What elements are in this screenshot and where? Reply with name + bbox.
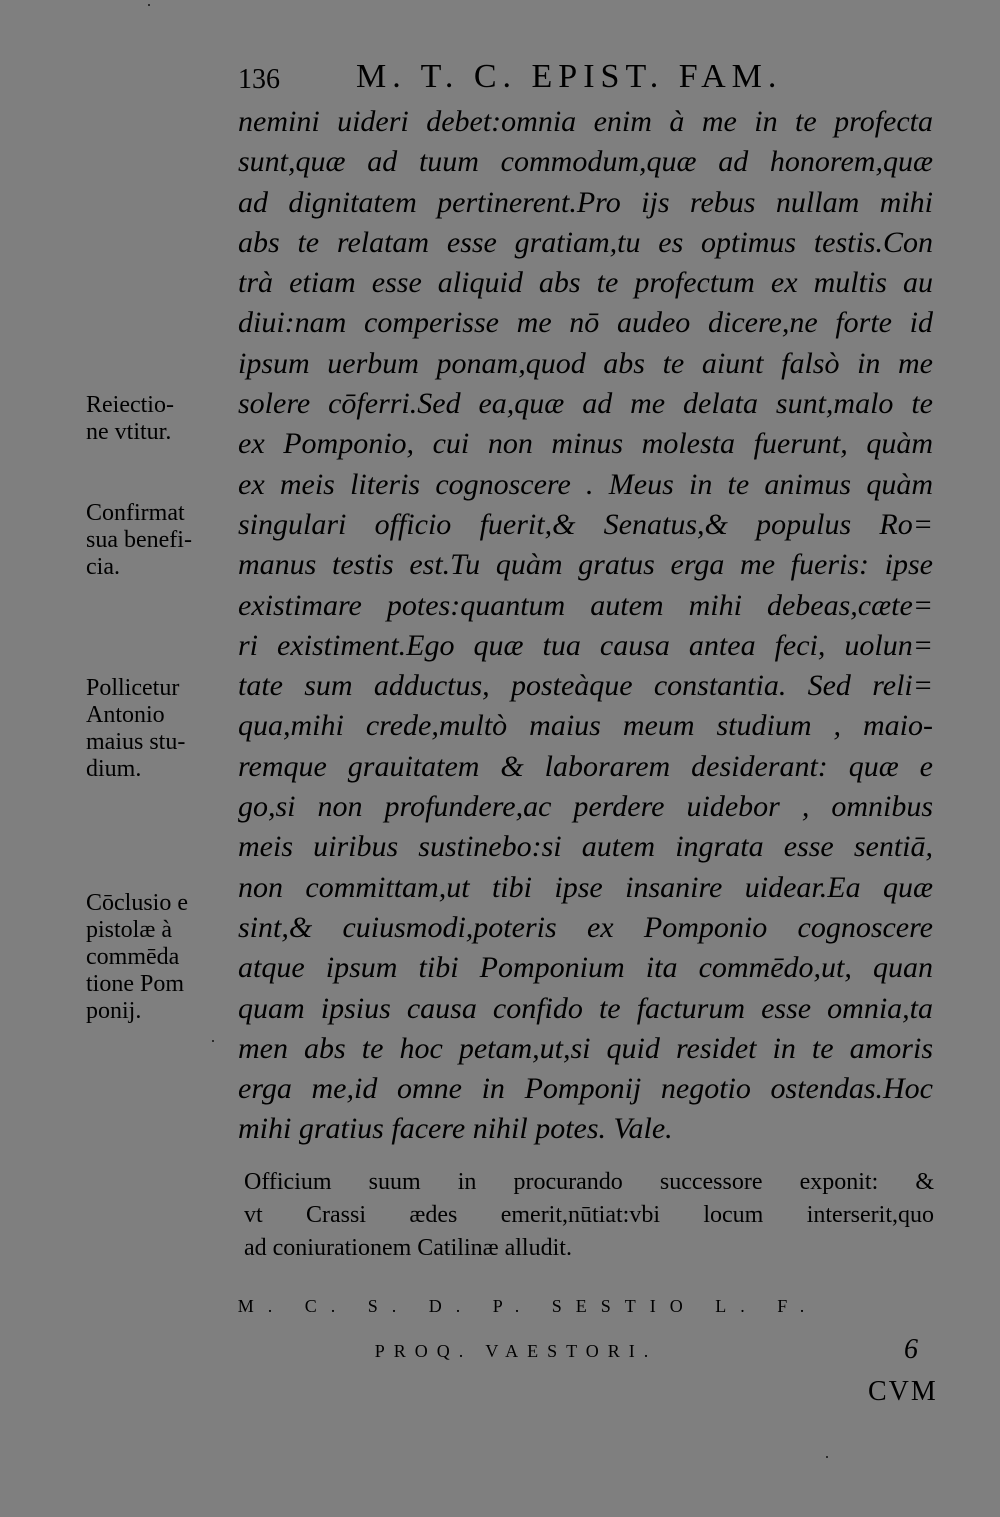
running-title: M. T. C. EPIST. FAM. xyxy=(356,58,783,95)
text-line: ex Pomponio, cui non minus molesta fuerunt, quàm xyxy=(238,427,933,461)
catchword: CVM xyxy=(868,1376,938,1407)
text-line: ri existiment.Ego quæ tua causa antea feci, uolun= xyxy=(238,628,933,662)
letter-body xyxy=(238,102,933,1150)
text-line: remque grauitatem & laborarem desiderant: quæ e xyxy=(238,749,933,783)
signature-mark: 6 xyxy=(904,1334,918,1365)
text-line: ad dignitatem pertinerent.Pro ijs rebus nullam mihi xyxy=(238,185,933,219)
text-line: meis uiribus sustinebo:si autem ingrata esse sentiā, xyxy=(238,830,933,864)
text-line: ex meis literis cognoscere . Meus in te animus quàm xyxy=(238,467,933,501)
page-number: 136 xyxy=(238,64,280,95)
text-line: qua,mihi crede,multò maius meum studium , maio- xyxy=(238,709,933,743)
text-line: abs te relatam esse gratiam,tu es optimus testis.Con xyxy=(238,225,933,259)
margin-note-line: Pollicetur xyxy=(86,675,180,701)
text-line: men abs te hoc petam,ut,si quid residet in te amoris xyxy=(238,1031,933,1065)
margin-note-line: sua benefi- xyxy=(86,527,192,553)
print-speck xyxy=(826,1456,828,1458)
text-line: existimare potes:quantum autem mihi debeas,cæte= xyxy=(238,588,933,622)
print-speck xyxy=(148,4,150,6)
margin-note-reiectione xyxy=(86,392,236,446)
text-line: sint,& cuiusmodi,poteris ex Pomponio cognoscere xyxy=(238,910,933,944)
text-line: erga me,id omne in Pomponij negotio ostendas.Hoc xyxy=(238,1072,933,1106)
text-line: ipsum uerbum ponam,quod abs te aiunt falsò in me xyxy=(238,346,933,380)
text-line: tate sum adductus, posteàque constantia. Sed reli= xyxy=(238,669,933,703)
text-line: solere cōferri.Sed ea,quæ ad me delata sunt,malo te xyxy=(238,387,933,421)
margin-note-line: ponij. xyxy=(86,998,142,1024)
text-line: nemini uideri debet:omnia enim à me in te profecta xyxy=(238,105,933,138)
margin-note-line: pistolæ à xyxy=(86,917,173,943)
salutation-line-2: PROQ. VAESTORI. xyxy=(374,1341,658,1361)
margin-note-line: Reiectio- xyxy=(86,392,174,418)
text-line: mihi gratius facere nihil potes. Vale. xyxy=(238,1112,673,1146)
print-speck xyxy=(212,1040,214,1042)
text-line: quam ipsius causa confido te facturum esse omnia,ta xyxy=(238,991,933,1025)
text-line: trà etiam esse aliquid abs te profectum ex multis au xyxy=(238,266,933,300)
margin-note-line: Cōclusio e xyxy=(86,890,188,916)
margin-note-line: cia. xyxy=(86,554,120,580)
text-line: singulari officio fuerit,& Senatus,& populus Ro= xyxy=(238,507,933,541)
text-line: go,si non profundere,ac perdere uidebor , omnibus xyxy=(238,790,933,824)
text-line: manus testis est.Tu quàm gratus erga me fueris: ipse xyxy=(238,548,933,582)
argument-line: ad coniurationem Catilinæ alludit. xyxy=(244,1235,572,1261)
running-header xyxy=(238,58,838,98)
margin-note-line: Confirmat xyxy=(86,500,185,526)
argument-line: Officium suum in procurando successore exponit: & xyxy=(244,1169,934,1195)
argument-summary xyxy=(244,1166,934,1265)
margin-note-pollicetur xyxy=(86,675,236,783)
margin-note-line: tione Pom xyxy=(86,971,185,997)
margin-note-line: commēda xyxy=(86,944,180,970)
margin-note-line: Antonio xyxy=(86,702,165,728)
margin-note-line: maius stu- xyxy=(86,729,186,755)
text-line: non committam,ut tibi ipse insanire uidear.Ea quæ xyxy=(238,870,933,904)
text-line: diui:nam comperisse me nō audeo dicere,ne forte id xyxy=(238,306,933,340)
margin-note-line: ne vtitur. xyxy=(86,419,172,445)
margin-note-confirmat xyxy=(86,500,236,581)
salutation-line-1: M. C. S. D. P. SESTIO L. F. xyxy=(237,1296,819,1316)
text-line: sunt,quæ ad tuum commodum,quæ ad honorem,quæ xyxy=(238,145,933,179)
text-line: atque ipsum tibi Pomponium ita commēdo,ut, quan xyxy=(238,951,933,985)
argument-line: vt Crassi ædes emerit,nūtiat:vbi locum interserit,quo xyxy=(244,1202,934,1228)
margin-note-conclusio xyxy=(86,890,236,1025)
margin-note-line: dium. xyxy=(86,756,142,782)
